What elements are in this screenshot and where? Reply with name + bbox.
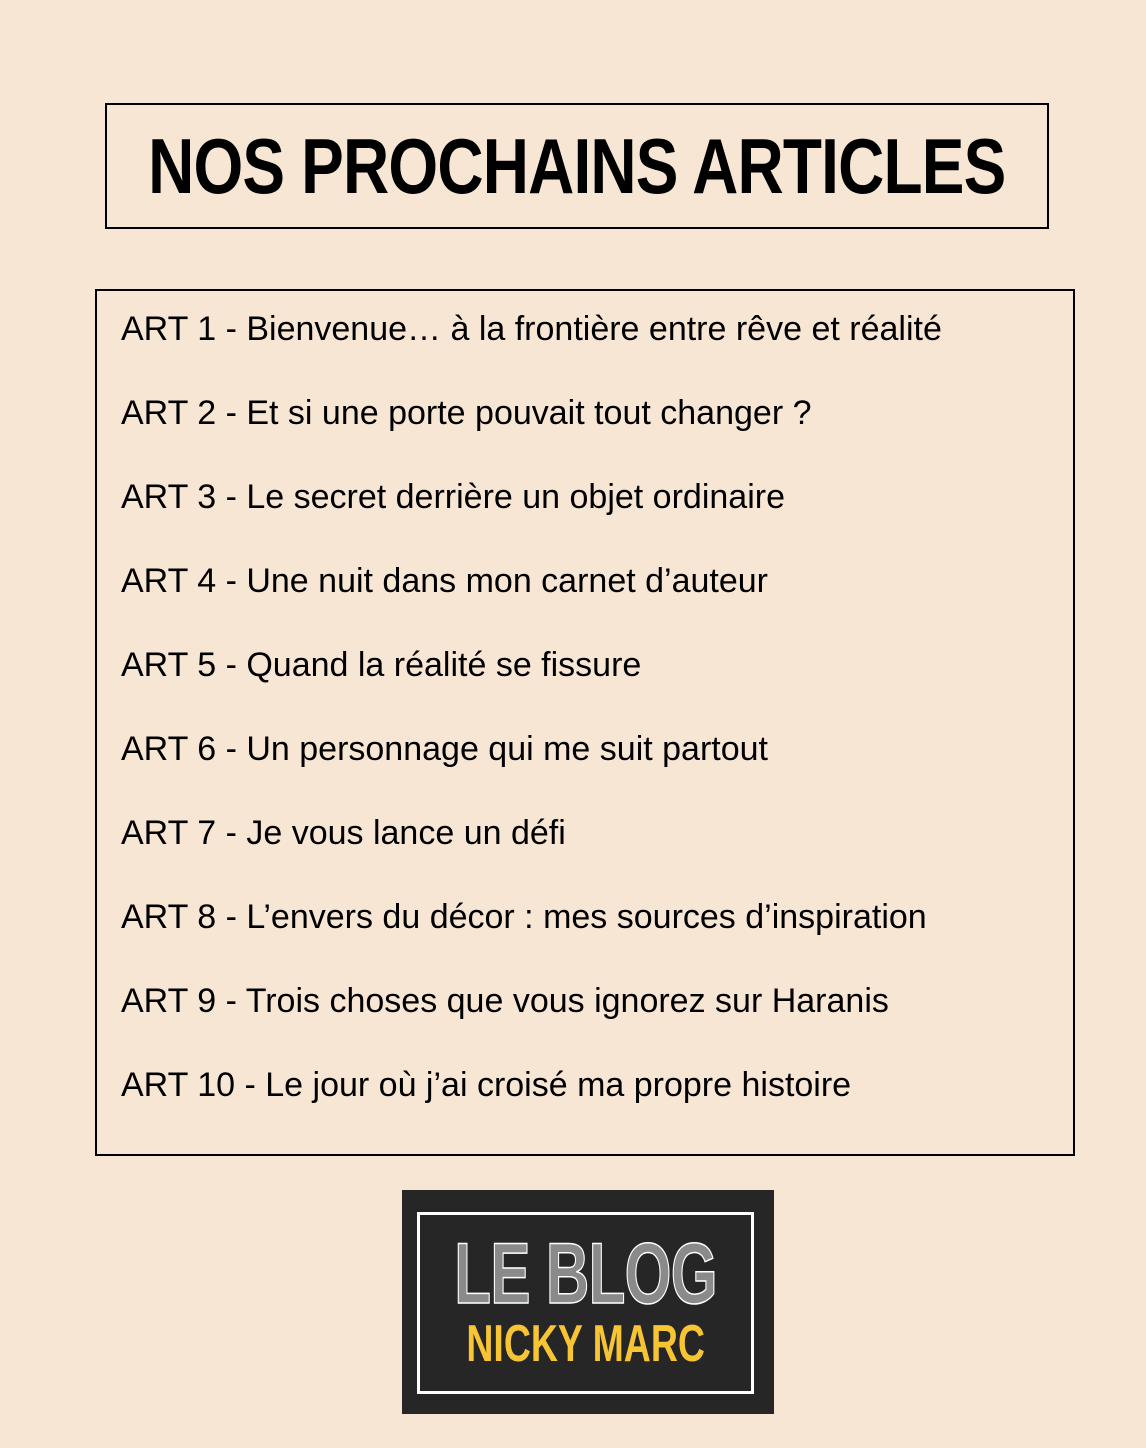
article-item-4: ART 4 - Une nuit dans mon carnet d’auteur [121,562,768,600]
logo-title: LE BLOG [454,1226,717,1323]
articles-box [95,289,1075,1156]
logo-author: NICKY MARC [466,1314,705,1373]
blog-logo [402,1190,774,1414]
article-item-3: ART 3 - Le secret derrière un objet ordinaire [121,478,785,516]
article-item-1: ART 1 - Bienvenue… à la frontière entre rêve et réalité [121,310,942,348]
article-item-5: ART 5 - Quand la réalité se fissure [121,646,642,684]
article-item-7: ART 7 - Je vous lance un défi [121,814,566,852]
article-item-10: ART 10 - Le jour où j’ai croisé ma propre histoire [121,1066,852,1104]
logo-frame [417,1212,754,1394]
article-item-8: ART 8 - L’envers du décor : mes sources d’inspiration [121,898,927,936]
article-item-9: ART 9 - Trois choses que vous ignorez sur Haranis [121,982,889,1020]
article-list [121,305,1063,1145]
title-box [105,103,1049,229]
page-title: NOS PROCHAINS ARTICLES [148,122,1006,210]
article-item-2: ART 2 - Et si une porte pouvait tout changer ? [121,394,812,432]
article-item-6: ART 6 - Un personnage qui me suit partout [121,730,768,768]
